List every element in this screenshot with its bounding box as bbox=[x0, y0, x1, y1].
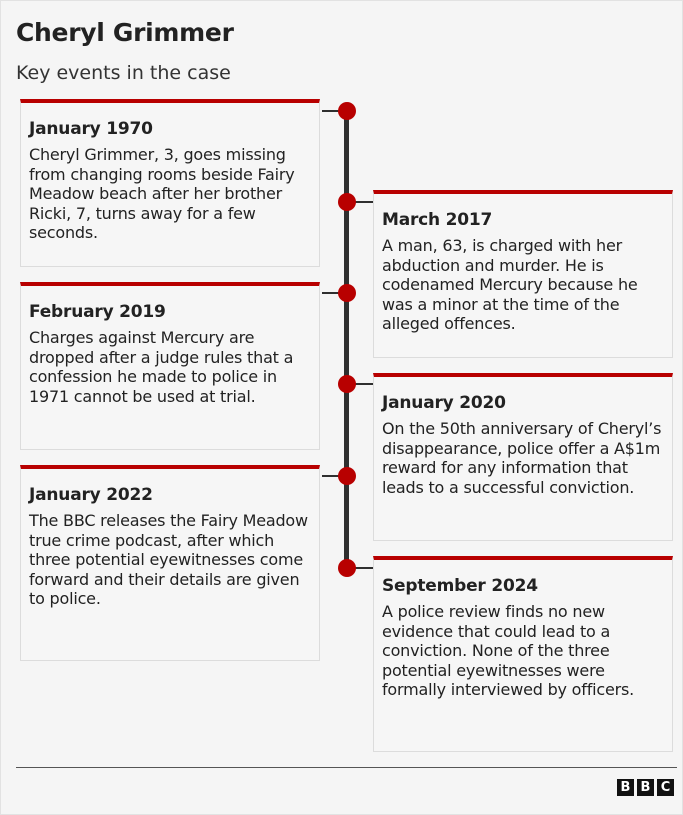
event-date: January 2022 bbox=[29, 485, 153, 505]
event-date: January 2020 bbox=[382, 393, 506, 413]
timeline-dot-6 bbox=[338, 559, 356, 577]
event-description: A police review finds no new evidence that could lead to a conviction. None of the three potential eyewitnesses were formally interviewed by officers. bbox=[382, 602, 635, 699]
bbc-logo-block-1: B bbox=[617, 779, 634, 796]
footer-divider bbox=[16, 767, 677, 768]
page-subtitle: Key events in the case bbox=[16, 62, 231, 84]
timeline-dot-5 bbox=[338, 467, 356, 485]
event-card-january-2020 bbox=[373, 373, 673, 541]
event-description: On the 50th anniversary of Cheryl’s disappearance, police offer a A$1m reward for any information that leads to a successful conviction. bbox=[382, 419, 662, 497]
timeline-spine bbox=[344, 110, 349, 570]
bbc-logo-block-3: C bbox=[657, 779, 674, 796]
event-date: February 2019 bbox=[29, 302, 166, 322]
event-description: The BBC releases the Fairy Meadow true crime podcast, after which three potential eyewitnesses come forward and their details are given to police. bbox=[29, 511, 308, 608]
event-description: Charges against Mercury are dropped after a judge rules that a confession he made to police in 1971 cannot be used at trial. bbox=[29, 328, 294, 406]
event-date: January 1970 bbox=[29, 119, 153, 139]
event-date: March 2017 bbox=[382, 210, 493, 230]
event-card-january-1970 bbox=[20, 99, 320, 267]
event-date: September 2024 bbox=[382, 576, 538, 596]
bbc-logo-block-2: B bbox=[637, 779, 654, 796]
event-card-january-2022 bbox=[20, 465, 320, 661]
event-card-september-2024 bbox=[373, 556, 673, 752]
event-description: Cheryl Grimmer, 3, goes missing from changing rooms beside Fairy Meadow beach after her brother Ricki, 7, turns away for a few seconds. bbox=[29, 145, 295, 242]
event-card-march-2017 bbox=[373, 190, 673, 358]
event-description: A man, 63, is charged with her abduction and murder. He is codenamed Mercury because he was a minor at the time of the alleged offences. bbox=[382, 236, 638, 333]
timeline-dot-4 bbox=[338, 375, 356, 393]
timeline-dot-1 bbox=[338, 102, 356, 120]
bbc-logo bbox=[617, 779, 674, 796]
event-card-february-2019 bbox=[20, 282, 320, 450]
timeline-dot-2 bbox=[338, 193, 356, 211]
page-title: Cheryl Grimmer bbox=[16, 18, 234, 47]
timeline-dot-3 bbox=[338, 284, 356, 302]
